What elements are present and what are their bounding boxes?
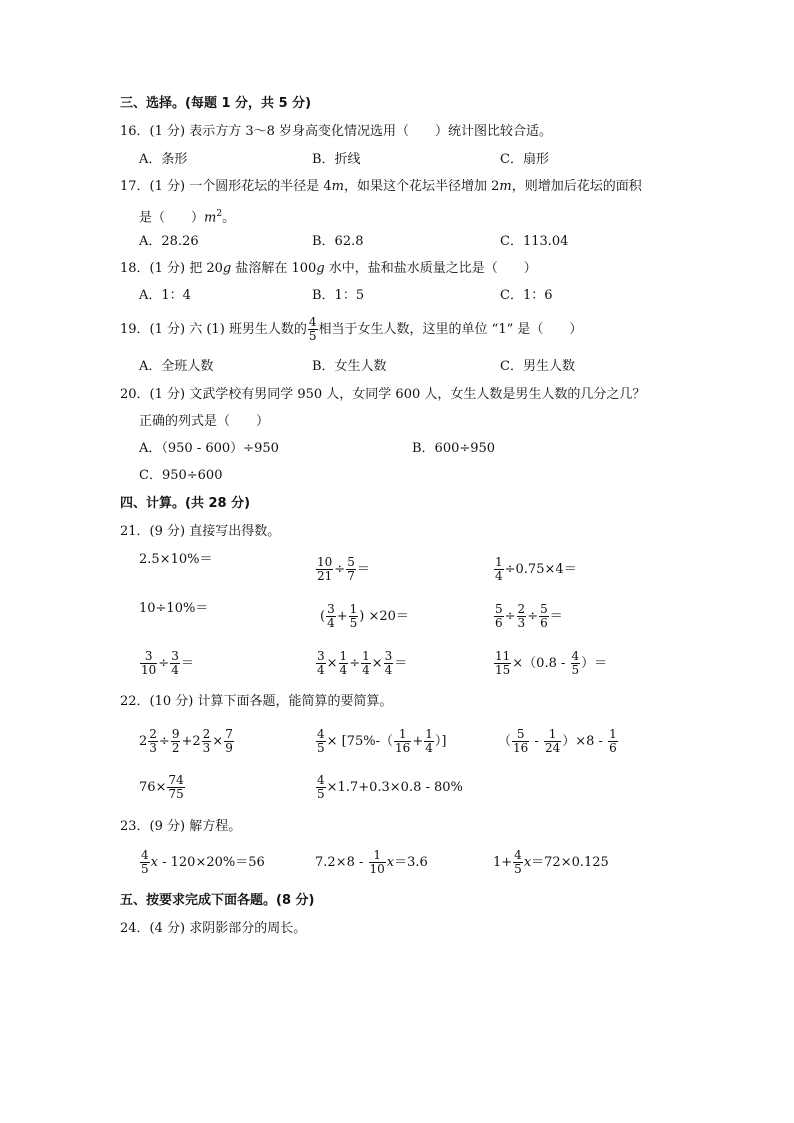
question-24: 24．(4 分) 求阴影部分的周长。 xyxy=(120,921,307,936)
math-expr: $\frac{4}{5}$ x - 120×20%＝56 xyxy=(141,848,265,876)
option-20-a: A．（950 - 600）÷950 xyxy=(139,441,279,456)
question-18: 18．(1 分) 把 20g 盐溶解在 100g 水中，盐和盐水质量之比是（ ） xyxy=(120,261,537,276)
question-16: 16．(1 分) 表示方方 3～8 岁身高变化情况选用（ ）统计图比较合适。 xyxy=(120,124,553,139)
math-expr: $\frac{3}{10}$ ÷ $\frac{3}{4}$ ＝ xyxy=(141,649,194,677)
question-20-line2: 正确的列式是（ ） xyxy=(139,414,270,429)
math-expr: 2 $\frac{2}{3}$ ÷ $\frac{9}{2}$ +2 $\frac{2}{3}$ × $\frac{7}{9}$ xyxy=(139,727,233,755)
option-20-b: B．600÷950 xyxy=(412,441,496,456)
math-expr: $\frac{3}{4}$ × $\frac{1}{4}$ ÷ $\frac{1}{4}$ × $\frac{3}{4}$ ＝ xyxy=(317,649,408,677)
math-expr: $\frac{11}{15}$ ×（0.8 - $\frac{4}{5}$ ）＝ xyxy=(495,649,608,677)
option-16-a: A．条形 xyxy=(139,152,188,167)
math-expr: 10÷10%＝ xyxy=(139,601,209,616)
math-expr: 1+ $\frac{4}{5}$ x＝72×0.125 xyxy=(493,848,609,876)
math-expr: （ $\frac{5}{16}$ - $\frac{1}{24}$ ）×8 - $\frac{1}{6}$ xyxy=(498,727,617,755)
section-heading-4: 四、计算。(共 28 分) xyxy=(120,496,251,511)
option-16-c: C．扇形 xyxy=(500,152,549,167)
question-17-line2: 是（ ）$m^2$。 xyxy=(139,209,236,226)
option-18-a: A．1：4 xyxy=(139,288,191,303)
question-21: 21．(9 分) 直接写出得数。 xyxy=(120,524,281,539)
math-expr: 7.2×8 - $\frac{1}{10}$ x＝3.6 xyxy=(315,848,428,876)
math-expr: $\frac{5}{6}$ ÷ $\frac{2}{3}$ ÷ $\frac{5}{6}$ ＝ xyxy=(495,602,563,630)
question-20-line1: 20．(1 分) 文武学校有男同学 950 人，女同学 600 人，女生人数是男生人数的几分之几？ xyxy=(120,387,646,402)
section-heading-3: 三、选择。(每题 1 分，共 5 分) xyxy=(120,96,312,111)
option-18-c: C．1：6 xyxy=(500,288,553,303)
option-19-c: C．男生人数 xyxy=(500,359,575,374)
math-expr: $\frac{10}{21}$ ÷ $\frac{5}{7}$ ＝ xyxy=(317,555,370,583)
math-expr: 2.5×10%＝ xyxy=(139,552,213,567)
question-23: 23．(9 分) 解方程。 xyxy=(120,819,242,834)
option-17-c: C．113.04 xyxy=(500,234,569,249)
math-expr: ( $\frac{3}{4}$ + $\frac{1}{5}$ ) ×20＝ xyxy=(320,602,409,630)
question-17-line1: 17．(1 分) 一个圆形花坛的半径是 4m，如果这个花坛半径增加 2m，则增加后花坛的面积 xyxy=(120,179,642,194)
option-17-b: B．62.8 xyxy=(312,234,364,249)
section-heading-5: 五、按要求完成下面各题。(8 分) xyxy=(120,893,315,908)
math-expr: $\frac{4}{5}$ ×1.7+0.3×0.8 - 80% xyxy=(317,773,463,801)
question-19: 19．(1 分) 六 (1) 班男生人数的 $\frac{4}{5}$ 相当于女生人数，这里的单位 “1” 是（ ） xyxy=(120,315,583,343)
fraction: $\frac{4}{5}$ xyxy=(308,315,317,343)
option-19-b: B．女生人数 xyxy=(312,359,387,374)
option-18-b: B．1：5 xyxy=(312,288,365,303)
math-expr: $\frac{4}{5}$ × [75%-（ $\frac{1}{16}$ + $\frac{1}{4}$ ）] xyxy=(317,727,447,755)
option-16-b: B．折线 xyxy=(312,152,361,167)
option-17-a: A．28.26 xyxy=(139,234,199,249)
math-expr: $\frac{1}{4}$ ÷0.75×4＝ xyxy=(495,555,577,583)
question-22: 22．(10 分) 计算下面各题，能简算的要简算。 xyxy=(120,694,393,709)
option-19-a: A．全班人数 xyxy=(139,359,214,374)
math-expr: 76× $\frac{74}{75}$ xyxy=(139,773,184,801)
option-20-c: C．950÷600 xyxy=(139,468,223,483)
